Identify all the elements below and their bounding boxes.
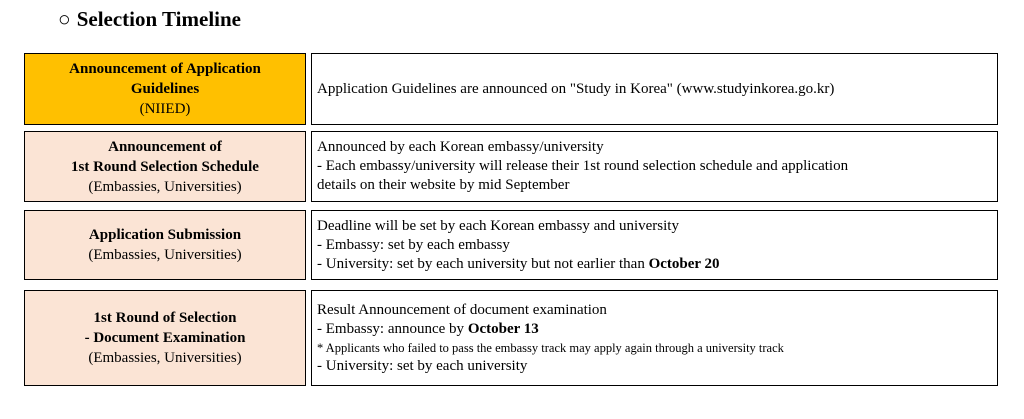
stage-label-cell — [24, 131, 306, 202]
detail-line: details on their website by mid September — [317, 177, 570, 193]
stage-title-line: Announcement of Application — [69, 61, 261, 77]
stage-title-line: Application Submission — [88, 227, 242, 243]
detail-line: - Each embassy/university will release their 1st round selection schedule and application — [317, 158, 849, 174]
stage-detail-cell — [311, 210, 998, 280]
stage-organizer: (Embassies, Universities) — [88, 350, 242, 366]
stage-label-cell — [24, 53, 306, 125]
detail-line — [317, 255, 992, 274]
timeline-row-document-exam — [24, 290, 998, 386]
detail-line: Application Guidelines are announced on "Study in Korea" (www.studyinkorea.go.kr) — [317, 80, 835, 97]
detail-line: Deadline will be set by each Korean embassy and university — [317, 217, 679, 234]
stage-detail-cell — [311, 131, 998, 202]
detail-note: * Applicants who failed to pass the embassy track may apply again through a university track — [317, 340, 784, 355]
circle-bullet-icon: ○ — [58, 7, 71, 31]
stage-organizer: (Embassies, Universities) — [88, 247, 242, 263]
detail-text: - Embassy: announce by — [317, 320, 468, 337]
detail-line: Result Announcement of document examination — [317, 301, 607, 318]
stage-title-line: 1st Round of Selection — [93, 310, 237, 326]
timeline-row-schedule — [24, 131, 998, 202]
stage-organizer: (NIIED) — [139, 101, 191, 117]
detail-line: Announced by each Korean embassy/university — [317, 139, 604, 155]
stage-label-cell — [24, 210, 306, 280]
stage-title-line: - Document Examination — [84, 330, 246, 346]
announcement-date: October 13 — [467, 320, 539, 337]
stage-organizer: (Embassies, Universities) — [88, 178, 242, 195]
timeline-row-guidelines — [24, 53, 998, 125]
detail-line: - Embassy: set by each embassy — [317, 236, 510, 253]
timeline-row-submission — [24, 210, 998, 280]
section-heading — [58, 6, 241, 32]
detail-line — [317, 320, 992, 339]
stage-title-line: Guidelines — [130, 81, 200, 97]
stage-detail-cell — [311, 53, 998, 125]
deadline-date: October 20 — [648, 255, 720, 272]
detail-line: - University: set by each university — [317, 357, 528, 374]
heading-title: Selection Timeline — [76, 7, 241, 31]
stage-title-line: Announcement of — [108, 138, 222, 155]
stage-detail-cell — [311, 290, 998, 386]
stage-title-line: 1st Round Selection Schedule — [71, 158, 259, 175]
detail-text: - University: set by each university but not earlier than — [317, 255, 649, 272]
stage-label-cell — [24, 290, 306, 386]
